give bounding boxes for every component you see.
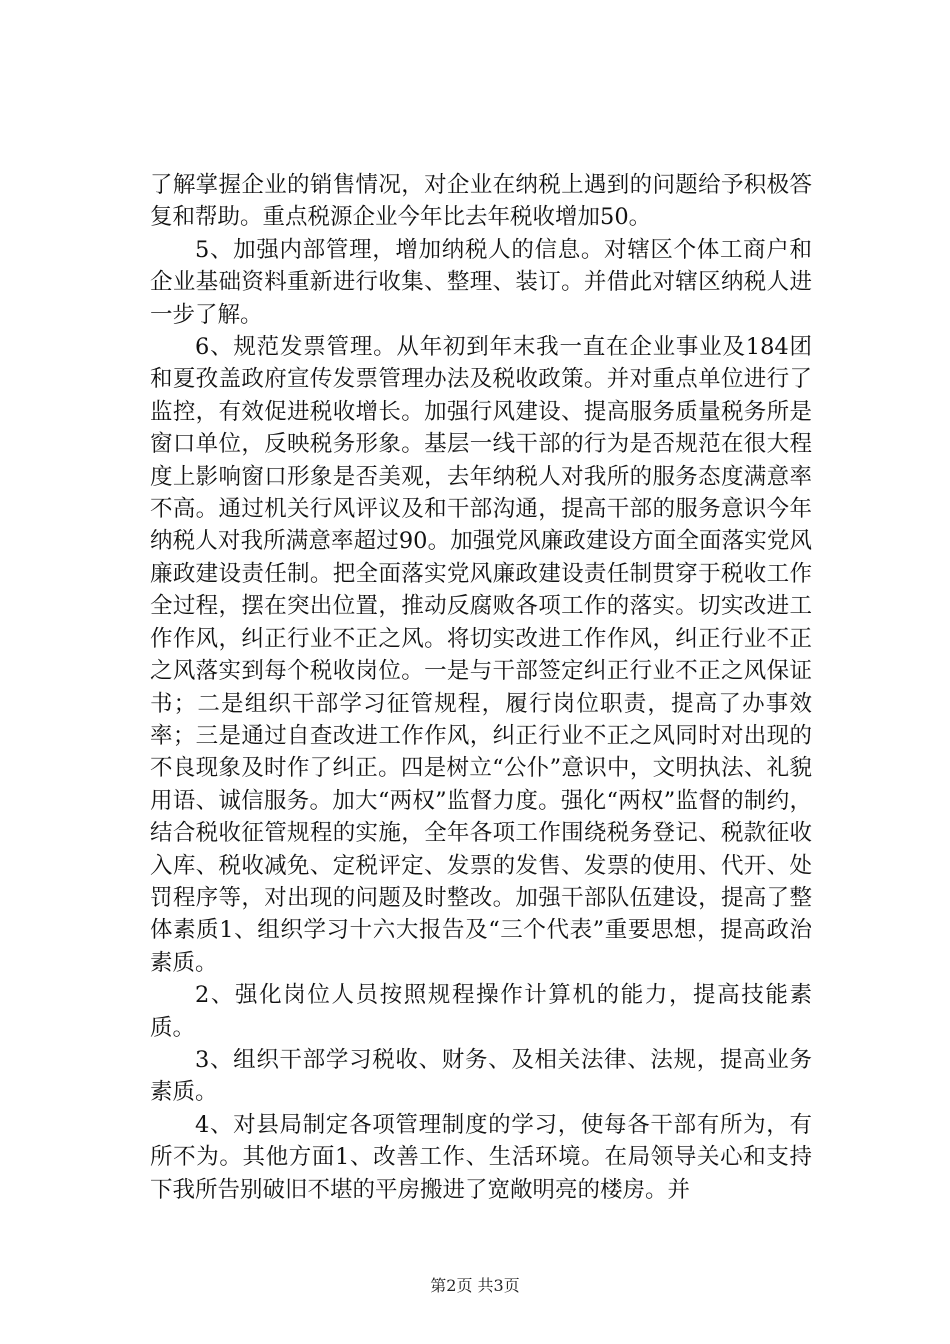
paragraph-continuation: 了解掌握企业的销售情况，对企业在纳税上遇到的问题给予积极答复和帮助。重点税源企业今年比去年税收增加50。: [150, 172, 812, 231]
paragraph-item-3: 3、组织干部学习税收、财务、及相关法律、法规，提高业务素质。: [150, 1046, 812, 1106]
document-body: [150, 169, 812, 1206]
paragraph-item-4: 4、对县局制定各项管理制度的学习，使每各干部有所为，有所不为。其他方面1、改善工作、生活环境。在局领导关心和支持下我所告别破旧不堪的平房搬进了宽敞明亮的楼房。并: [150, 1111, 812, 1203]
paragraph-item-5: 5、加强内部管理，增加纳税人的信息。对辖区个体工商户和企业基础资料重新进行收集、整理、装订。并借此对辖区纳税人进一步了解。: [150, 236, 812, 328]
paragraph-item-2: 2、强化岗位人员按照规程操作计算机的能力，提高技能素质。: [150, 982, 812, 1041]
page-footer: 第2页 共3页: [430, 1276, 520, 1295]
paragraph-item-6: 6、规范发票管理。从年初到年末我一直在企业事业及184团和夏孜盖政府宣传发票管理办法及税收政策。并对重点单位进行了监控，有效促进税收增长。加强行风建设、提高服务质量税务所是窗口单位，反映税务形象。基层一线干部的行为是否规范在很大程度上影响窗口形象是否美观，去年纳税人对我所的服务态度满意率不高。通过机关行风评议及和干部沟通，提高干部的服务意识今年纳税人对我所满意率超过90。加强党风廉政建设方面全面落实党风廉政建设责任制。把全面落实党风廉政建设责任制贯穿于税收工作全过程，摆在突出位置，推动反腐败各项工作的落实。切实改进工作作风，纠正行业不正之风。将切实改进工作作风，纠正行业不正之风落实到每个税收岗位。一是与干部签定纠正行业不正之风保证书；二是组织干部学习征管规程，履行岗位职责，提高了办事效率；三是通过自查改进工作作风，纠正行业不正之风同时对出现的不良现象及时作了纠正。四是树立“公仆”意识中，文明执法、礼貌用语、诚信服务。加大“两权”监督力度。强化“两权”监督的制约，结合税收征管规程的实施，全年各项工作围绕税务登记、税款征收入库、税收减免、定税评定、发票的发售、发票的使用、代开、处罚程序等，对出现的问题及时整改。加强干部队伍建设，提高了整体素质1、组织学习十六大报告及“三个代表”重要思想，提高政治素质。: [150, 334, 812, 976]
